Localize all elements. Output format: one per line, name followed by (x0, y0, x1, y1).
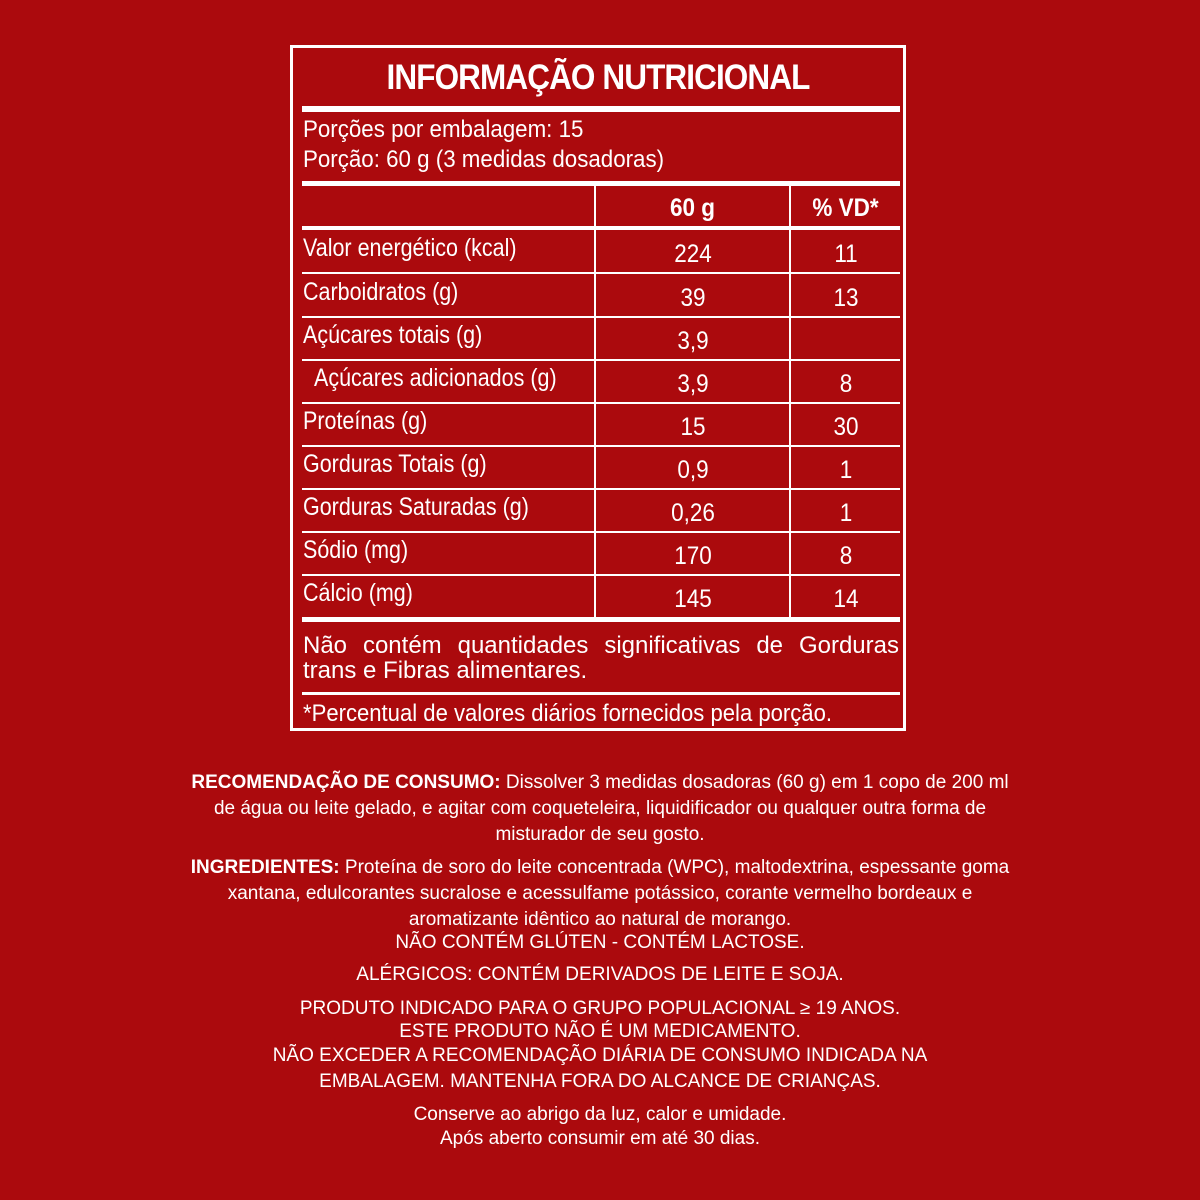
serving-size: Porção: 60 g (3 medidas dosadoras) (303, 146, 665, 173)
table-row (302, 274, 900, 317)
row-amount: 15 (680, 413, 706, 441)
row-amount: 3,9 (677, 370, 709, 398)
nutrition-facts-table (290, 45, 906, 731)
row-amount: 0,9 (677, 456, 709, 484)
recommendation-text: Dissolver 3 medidas dosadoras (60 g) em 1 copo de 200 ml de água ou leite gelado, e agitar com coqueteleira, liquidificador ou qualquer outra forma de misturador de seu gosto. (213, 772, 1009, 845)
row-label: Cálcio (mg) (303, 579, 413, 607)
column-header-vd: % VD* (812, 194, 879, 222)
serving-divider (302, 181, 900, 186)
row-vd: 30 (833, 413, 859, 441)
ingredients (180, 855, 1020, 933)
consumption-recommendation (180, 770, 1020, 848)
table-row (302, 403, 900, 446)
title-divider (302, 106, 900, 112)
storage-instructions: Conserve ao abrigo da luz, calor e umidade. (413, 1104, 787, 1125)
allergens-warning: ALÉRGICOS: CONTÉM DERIVADOS DE LEITE E SOJA. (356, 964, 844, 985)
gluten-lactose-warning: NÃO CONTÉM GLÚTEN - CONTÉM LACTOSE. (395, 932, 805, 953)
table-row (302, 575, 900, 618)
table-row (302, 446, 900, 489)
trans-fat-note: Não contém quantidades significativas de Gorduras trans e Fibras alimentares. (303, 632, 899, 684)
ingredients-text: Proteína de soro do leite concentrada (WPC), maltodextrina, espessante goma xantana, edulcorantes sucralose e acessulfame potássico, corante vermelho bordeaux e aromatizante idêntico ao natural de morango. (227, 857, 1010, 930)
row-label: Açúcares adicionados (g) (314, 364, 557, 392)
row-vd: 8 (839, 370, 853, 398)
row-vd: 1 (839, 499, 853, 527)
row-vd: 11 (834, 240, 858, 268)
row-label: Açúcares totais (g) (303, 321, 483, 349)
row-vd: 13 (833, 284, 859, 312)
note-divider (302, 692, 900, 695)
ingredients-label: INGREDIENTES: (190, 857, 340, 878)
exceed-warning: NÃO EXCEDER A RECOMENDAÇÃO DIÁRIA DE CONSUMO INDICADA NA EMBALAGEM. MANTENHA FORA DO ALCANCE DE CRIANÇAS. (272, 1045, 928, 1092)
row-vd: 14 (833, 585, 859, 613)
table-title: INFORMAÇÃO NUTRICIONAL (386, 58, 810, 97)
population-warning: PRODUTO INDICADO PARA O GRUPO POPULACIONAL ≥ 19 ANOS. (299, 998, 901, 1019)
row-amount: 3,9 (677, 327, 709, 355)
not-medicine-warning: ESTE PRODUTO NÃO É UM MEDICAMENTO. (399, 1021, 801, 1042)
row-amount: 0,26 (671, 499, 715, 527)
after-opening-instructions: Após aberto consumir em até 30 dias. (439, 1128, 760, 1149)
row-amount: 145 (674, 585, 712, 613)
table-row (302, 489, 900, 532)
row-label: Sódio (mg) (303, 536, 409, 564)
table-bottom-divider (302, 617, 900, 622)
row-vd: 1 (839, 456, 853, 484)
table-row (302, 532, 900, 575)
row-label: Carboidratos (g) (303, 278, 459, 306)
row-amount: 170 (674, 542, 712, 570)
row-label: Gorduras Totais (g) (303, 450, 487, 478)
row-amount: 224 (674, 240, 712, 268)
recommendation-label: RECOMENDAÇÃO DE CONSUMO: (191, 772, 501, 793)
row-label: Proteínas (g) (303, 407, 428, 435)
table-row (302, 230, 900, 273)
column-header-amount: 60 g (669, 194, 716, 222)
row-amount: 39 (680, 284, 706, 312)
table-row (302, 317, 900, 360)
servings-per-package: Porções por embalagem: 15 (303, 116, 584, 143)
row-label: Gorduras Saturadas (g) (303, 493, 529, 521)
row-vd: 8 (839, 542, 853, 570)
vd-footnote: *Percentual de valores diários fornecidos pela porção. (303, 700, 833, 727)
table-row (302, 360, 900, 403)
row-label: Valor energético (kcal) (303, 234, 517, 262)
